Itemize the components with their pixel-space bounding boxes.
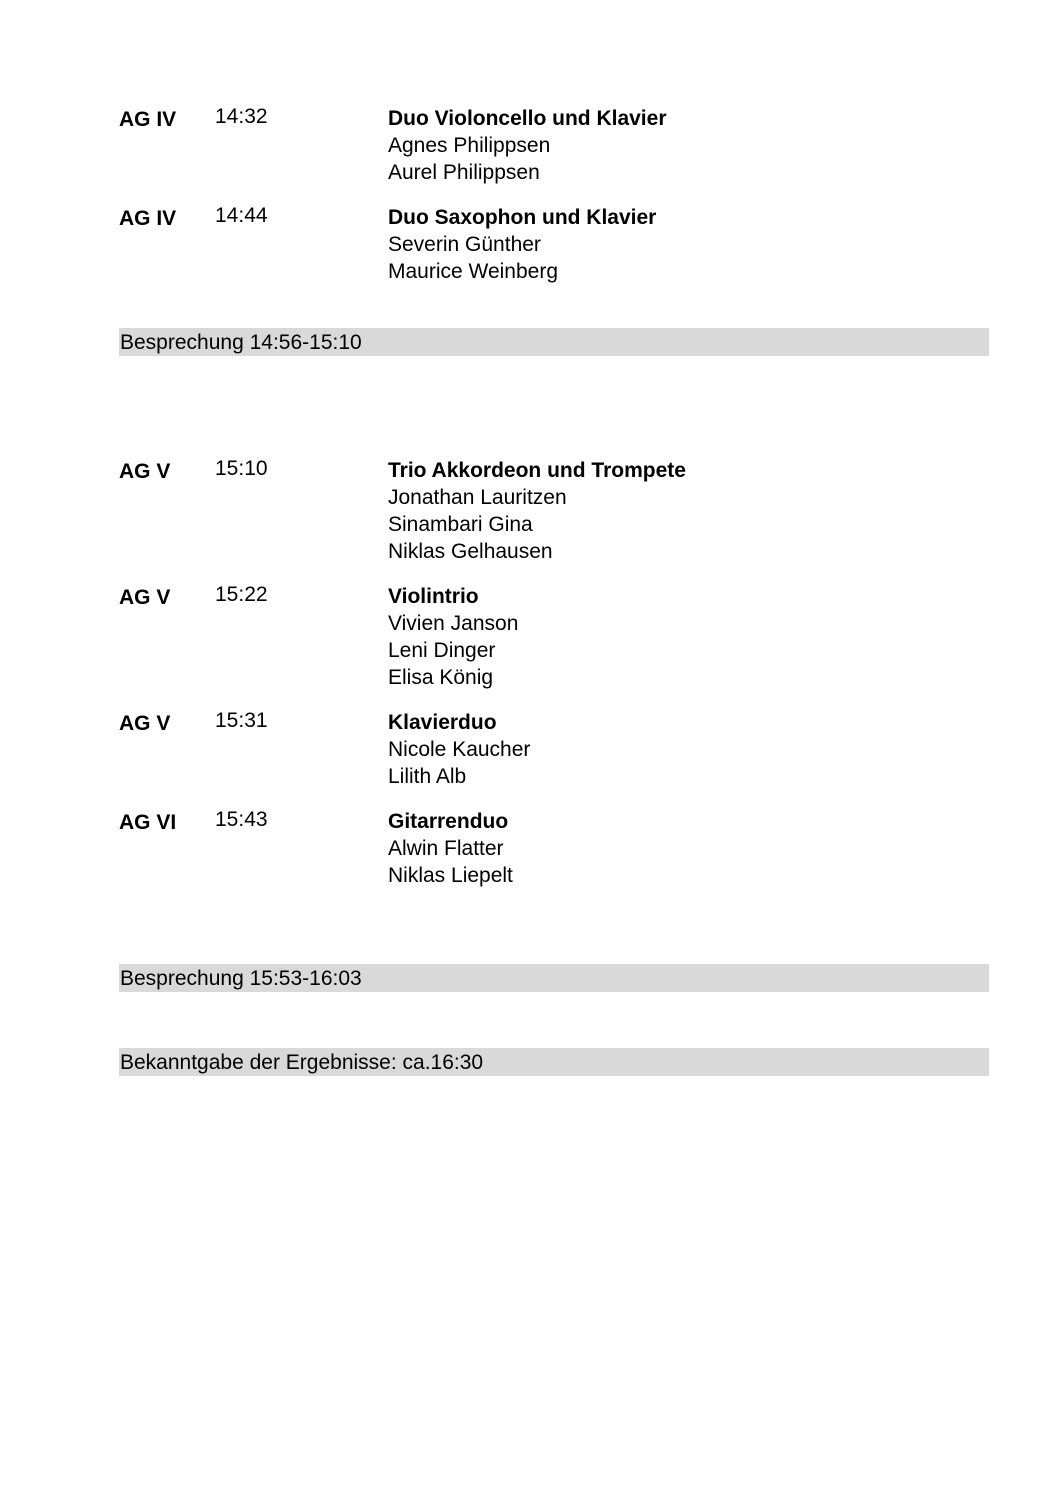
entry-group: AG V [119,712,171,735]
entry-ensemble: Violintrio [388,585,479,608]
entry-performer: Nicole Kaucher [388,738,531,761]
entry-performer: Aurel Philippsen [388,161,540,184]
entry-performer: Alwin Flatter [388,837,504,860]
entry-performer: Sinambari Gina [388,513,533,536]
entry-group: AG IV [119,108,177,131]
entry-details [388,105,667,186]
entry-performer: Jonathan Lauritzen [388,486,567,509]
entry-group: AG V [119,460,171,483]
entry-performer: Severin Günther [388,233,541,256]
entry-time: 15:43 [215,808,268,831]
entry-performer: Niklas Gelhausen [388,540,553,563]
entry-performer: Niklas Liepelt [388,864,513,887]
break-bar-text: Besprechung 14:56-15:10 [120,331,362,354]
entry-details [388,583,518,691]
entry-performer: Lilith Alb [388,765,467,788]
break-bar-text: Besprechung 15:53-16:03 [120,967,362,990]
entry-ensemble: Trio Akkordeon und Trompete [388,459,686,482]
break-bar [119,328,989,356]
entry-time: 15:22 [215,583,268,606]
results-bar [119,1048,989,1076]
entry-ensemble: Duo Violoncello und Klavier [388,107,667,130]
entry-time: 15:31 [215,709,268,732]
entry-ensemble: Gitarrenduo [388,810,509,833]
entry-performer: Leni Dinger [388,639,496,662]
entry-ensemble: Klavierduo [388,711,497,734]
entry-time: 14:32 [215,105,268,128]
entry-performer: Vivien Janson [388,612,519,635]
entry-time: 15:10 [215,457,268,480]
break-bar [119,964,989,992]
entry-details [388,709,530,790]
entry-details [388,457,686,565]
entry-details [388,808,513,889]
entry-performer: Elisa König [388,666,494,689]
results-bar-text: Bekanntgabe der Ergebnisse: ca.16:30 [120,1051,484,1074]
entry-performer: Agnes Philippsen [388,134,551,157]
entry-details [388,204,656,285]
entry-performer: Maurice Weinberg [388,260,559,283]
entry-group: AG VI [119,811,177,834]
entry-group: AG V [119,586,171,609]
entry-group: AG IV [119,207,177,230]
entry-ensemble: Duo Saxophon und Klavier [388,206,657,229]
entry-time: 14:44 [215,204,268,227]
